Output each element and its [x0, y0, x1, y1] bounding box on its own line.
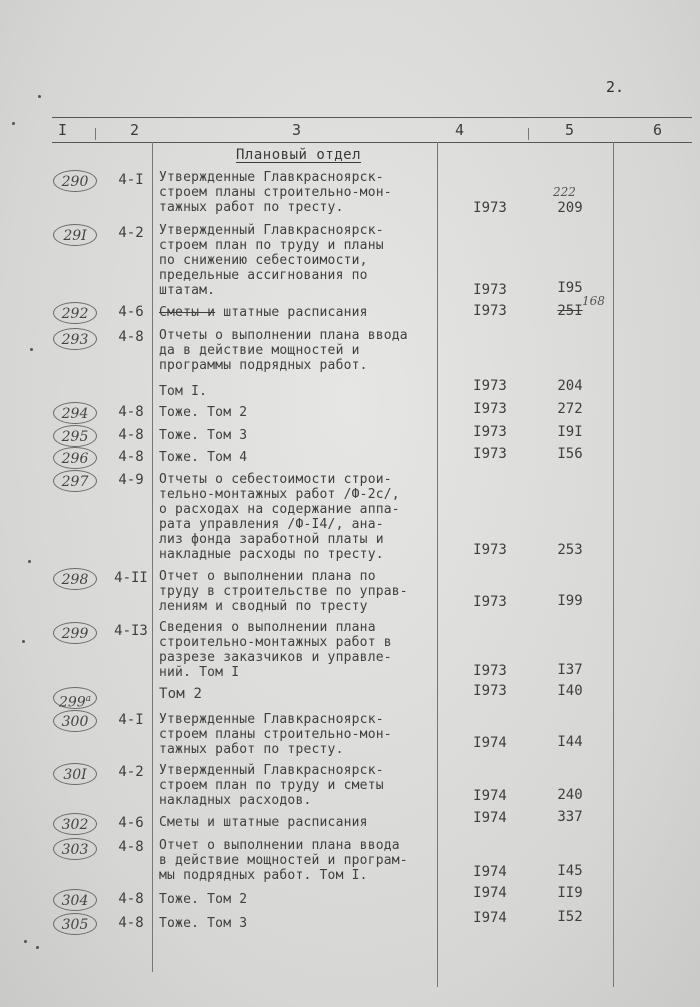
handwritten-note: 168 [582, 294, 605, 308]
item-number: 290 [53, 170, 97, 192]
scan-speck [24, 940, 27, 943]
handwritten-note: 222 [553, 185, 576, 199]
item-count: I95 [557, 280, 583, 296]
item-year: I973 [473, 683, 507, 699]
header-col-1: I [58, 121, 68, 139]
item-year: I973 [473, 424, 507, 440]
item-title: Утвержденный Главкрасноярск- строем план по труду и сметы накладных расходов. [159, 763, 384, 808]
item-number-text: 299 [58, 694, 86, 711]
item-count: I99 [557, 593, 583, 609]
item-title: Отчеты о выполнении плана ввода да в действие мощностей и программы подрядных работ. [159, 328, 408, 373]
item-count: 253 [557, 542, 583, 558]
scan-speck [36, 946, 39, 949]
item-year: I973 [473, 594, 507, 610]
item-number: 303 [53, 838, 97, 860]
item-number [53, 687, 97, 709]
item-title [159, 305, 437, 320]
item-number-suffix: a [85, 694, 92, 704]
item-code: 4-8 [118, 329, 144, 345]
item-title: Том I. [159, 384, 208, 399]
table-top-rule [52, 117, 692, 118]
item-code: 4-I [118, 172, 144, 188]
item-code: 4-8 [118, 404, 144, 420]
item-code: 4-8 [118, 427, 144, 443]
item-year: I973 [473, 542, 507, 558]
item-count: I9I [557, 424, 583, 440]
item-code: 4-8 [118, 915, 144, 931]
item-year: I973 [473, 663, 507, 679]
item-number: 298 [53, 568, 97, 590]
item-number: 304 [53, 889, 97, 911]
item-code: 4-8 [118, 839, 144, 855]
scan-speck [12, 122, 15, 125]
item-count: 204 [557, 378, 583, 394]
item-title: Сведения о выполнении плана строительно-монтажных работ в разрезе заказчиков и управле- ний. Том I [159, 620, 392, 680]
scan-speck [22, 640, 25, 643]
item-number: 300 [53, 710, 97, 732]
item-year: I974 [473, 735, 507, 751]
section-title: Плановый отдел [236, 147, 362, 163]
item-code: 4-6 [118, 304, 144, 320]
header-bottom-rule [52, 142, 692, 143]
item-number: 30I [53, 763, 97, 785]
scan-speck [30, 348, 33, 351]
item-title: Отчеты о себестоимости строи- тельно-монтажных работ /Ф-2с/, о расходах на содержание аппа- рата управления /Ф-I4/, ана- лиз фонда заработной платы и накладные расходы по тресту. [159, 472, 400, 562]
item-count: 272 [557, 401, 583, 417]
item-title: Утвержденные Главкрасноярск- строем планы строительно-мон- тажных работ по тресту. [159, 712, 392, 757]
item-count: II9 [557, 885, 583, 901]
struck-text: Сметы и [159, 305, 216, 320]
item-year: I973 [473, 303, 507, 319]
header-col-4: 4 [455, 121, 465, 139]
item-number: 294 [53, 402, 97, 424]
item-code: 4-9 [118, 472, 144, 488]
item-count: I52 [557, 909, 583, 925]
item-title: Отчет о выполнении плана по труду в строительстве по управ- лениям и сводный по тресту [159, 569, 408, 614]
header-col-6: 6 [653, 121, 663, 139]
item-number: 297 [53, 470, 97, 492]
item-code: 4-2 [118, 764, 144, 780]
item-count: I45 [557, 863, 583, 879]
item-code: 4-I [118, 712, 144, 728]
item-code: 4-8 [118, 891, 144, 907]
item-code: 4-I3 [114, 623, 148, 639]
item-year: I973 [473, 446, 507, 462]
item-count: I37 [557, 662, 583, 678]
item-year: I974 [473, 810, 507, 826]
item-title: Тоже. Том 3 [159, 428, 248, 443]
item-count: 25I [557, 303, 583, 319]
item-title: Утвержденный Главкрасноярск- строем план по труду и планы по снижению себестоимости, предельные ассигнования по штатам. [159, 223, 384, 298]
item-code: 4-8 [118, 449, 144, 465]
title-rest: штатные расписания [215, 305, 368, 320]
col-divider-5 [613, 142, 614, 987]
item-title: Тоже. Том 3 [159, 916, 248, 931]
item-count: 209 [557, 200, 583, 216]
item-title: Сметы и штатные расписания [159, 815, 368, 830]
item-count: 240 [557, 787, 583, 803]
item-count: I40 [557, 683, 583, 699]
item-year: I973 [473, 401, 507, 417]
col-divider-4 [528, 128, 529, 140]
item-year: I974 [473, 788, 507, 804]
item-number: 293 [53, 328, 97, 350]
item-count: I56 [557, 446, 583, 462]
item-year: I974 [473, 864, 507, 880]
col-divider-3 [437, 142, 438, 987]
header-col-5: 5 [565, 121, 575, 139]
item-title: Том 2 [159, 686, 203, 702]
item-count: I44 [557, 734, 583, 750]
item-number: 299 [53, 622, 97, 644]
item-year: I973 [473, 378, 507, 394]
item-year: I973 [473, 282, 507, 298]
item-year: I974 [473, 910, 507, 926]
scan-speck [38, 95, 41, 98]
item-number: 29I [53, 224, 97, 246]
header-col-2: 2 [130, 121, 140, 139]
item-count: 337 [557, 809, 583, 825]
scan-speck [28, 560, 31, 563]
item-code: 4-II [114, 570, 148, 586]
col-divider-1 [95, 128, 96, 140]
page-number: 2. [606, 78, 625, 96]
item-number: 292 [53, 302, 97, 324]
item-number: 296 [53, 447, 97, 469]
item-title: Тоже. Том 2 [159, 405, 248, 420]
item-title: Тоже. Том 2 [159, 892, 248, 907]
item-year: I973 [473, 200, 507, 216]
header-col-3: 3 [292, 121, 302, 139]
item-code: 4-6 [118, 815, 144, 831]
item-number: 295 [53, 425, 97, 447]
item-code: 4-2 [118, 225, 144, 241]
item-title: Тоже. Том 4 [159, 450, 248, 465]
item-year: I974 [473, 885, 507, 901]
item-number: 302 [53, 813, 97, 835]
item-number: 305 [53, 913, 97, 935]
item-title: Утвержденные Главкрасноярск- строем планы строительно-мон- тажных работ по тресту. [159, 170, 392, 215]
item-title: Отчет о выполнении плана ввода в действие мощностей и програм- мы подрядных работ. Том I. [159, 838, 408, 883]
